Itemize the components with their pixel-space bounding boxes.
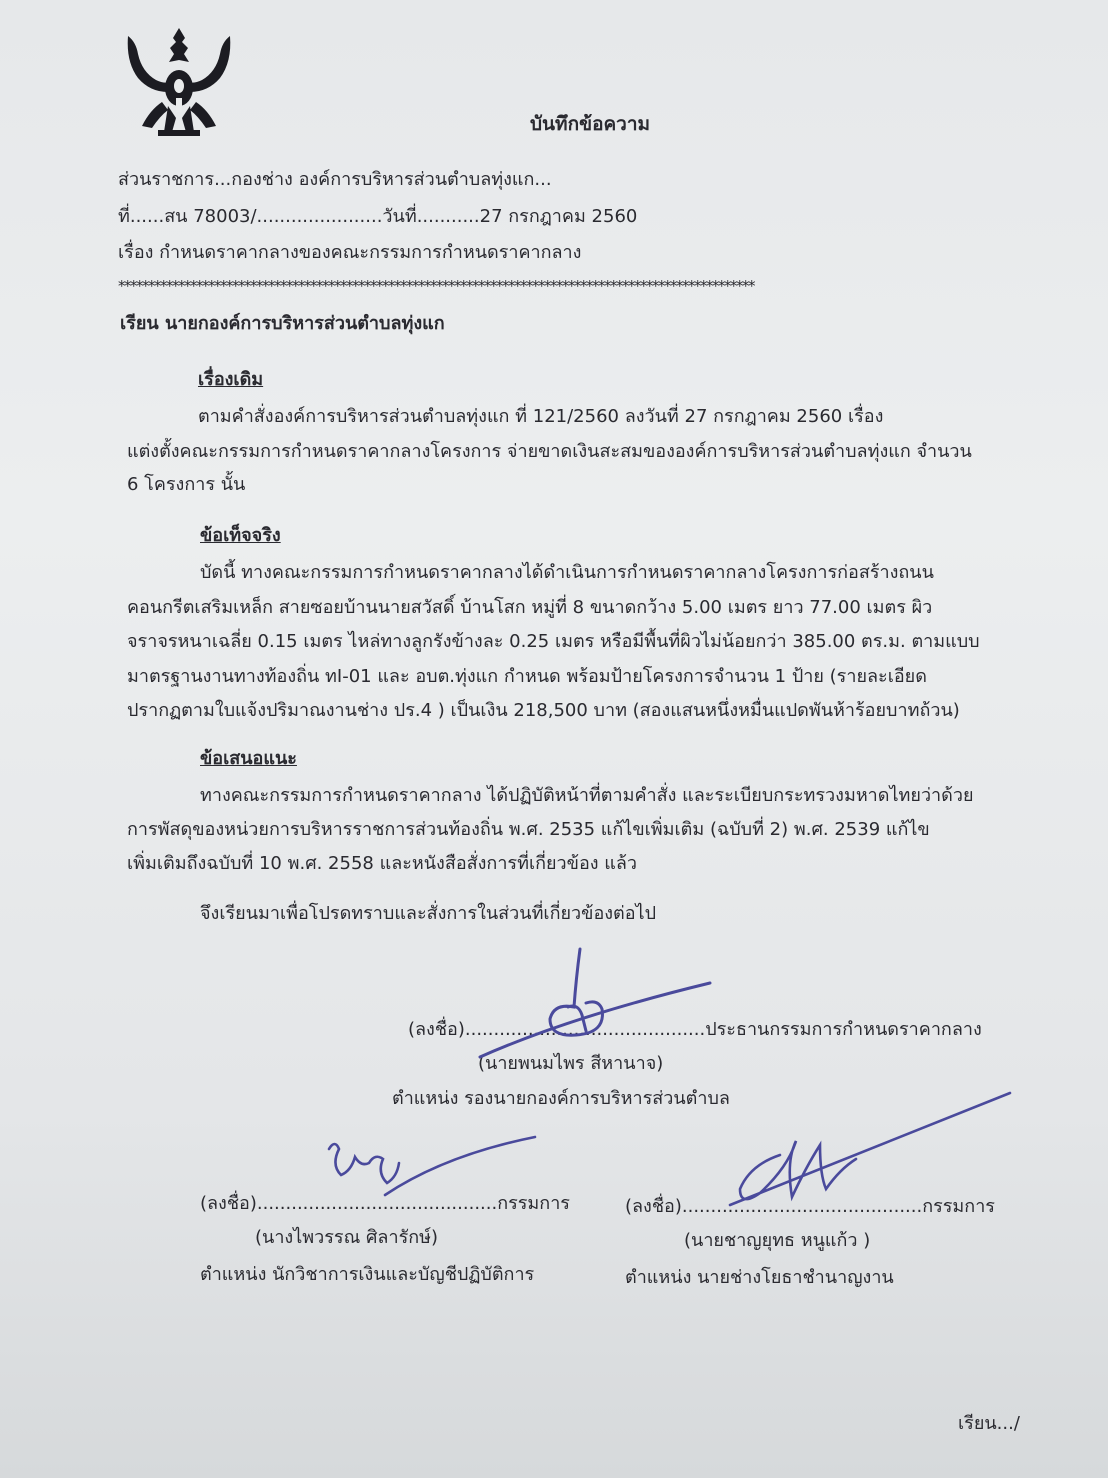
facts-line: มาตรฐานงานทางท้องถิ่น ทI-01 และ อบต.ทุ่งแก กำหนด พร้อมป้ายโครงการจำนวน 1 ป้าย (รายละเอียด	[127, 666, 927, 687]
reference-date-line: ที่......สน 78003/......................วันที่...........27 กรกฎาคม 2560	[118, 206, 638, 227]
chair-signature	[470, 945, 720, 1065]
background-line: แต่งตั้งคณะกรรมการกำหนดราคากลางโครงการ จ่ายขาดเงินสะสมขององค์การบริหารส่วนตำบลทุ่งแก จำนวน	[127, 441, 972, 462]
background-line: ตามคำสั่งองค์การบริหารส่วนตำบลทุ่งแก ที่ 121/2560 ลงวันที่ 27 กรกฎาคม 2560 เรื่อง	[198, 406, 884, 427]
background-line: 6 โครงการ นั้น	[127, 474, 246, 495]
member1-name: (นางไพวรรณ ศิลารักษ์)	[255, 1227, 439, 1248]
facts-line: จราจรหนาเฉลี่ย 0.15 เมตร ไหล่ทางลูกรังข้างละ 0.25 เมตร หรือมีพื้นที่ผิวไม่น้อยกว่า 385.00 ตร.ม. ตามแบบ	[127, 631, 980, 652]
facts-line: บัดนี้ ทางคณะกรรมการกำหนดราคากลางได้ดำเนินการกำหนดราคากลางโครงการก่อสร้างถนน	[200, 562, 934, 583]
agency-line: ส่วนราชการ...กองช่าง องค์การบริหารส่วนตำบลทุ่งแก...	[118, 169, 552, 190]
recommendation-line: การพัสดุของหน่วยการบริหารราชการส่วนท้องถิ่น พ.ศ. 2535 แก้ไขเพิ่มเติม (ฉบับที่ 2) พ.ศ. 2539 แก้ไข	[127, 819, 930, 840]
memo-title: บันทึกข้อความ	[530, 113, 651, 135]
member2-position: ตำแหน่ง นายช่างโยธาชำนาญงาน	[625, 1267, 894, 1288]
subject-line: เรื่อง กำหนดราคากลางของคณะกรรมการกำหนดราคากลาง	[118, 242, 582, 263]
facts-line: คอนกรีตเสริมเหล็ก สายซอยบ้านนายสวัสดิ์ บ้านโสก หมู่ที่ 8 ขนาดกว้าง 5.00 เมตร ยาว 77.00 เมตร ผิว	[127, 597, 933, 618]
recommendation-line: เพิ่มเติมถึงฉบับที่ 10 พ.ศ. 2558 และหนังสือสั่งการที่เกี่ยวข้อง แล้ว	[127, 853, 638, 874]
member1-position: ตำแหน่ง นักวิชาการเงินและบัญชีปฏิบัติการ	[200, 1264, 535, 1285]
closing-line: จึงเรียนมาเพื่อโปรดทราบและสั่งการในส่วนที่เกี่ยวข้องต่อไป	[200, 903, 657, 924]
recommendation-line: ทางคณะกรรมการกำหนดราคากลาง ได้ปฏิบัติหน้าที่ตามคำสั่ง และระเบียบกระทรวงมหาดไทยว่าด้วย	[200, 785, 974, 806]
member2-signature	[720, 1085, 1020, 1225]
member2-name: (นายชาญยุทธ หนูแก้ว )	[684, 1230, 871, 1251]
addressee-line: เรียน นายกองค์การบริหารส่วนตำบลทุ่งแก	[120, 313, 445, 334]
member2-sign-line: (ลงชื่อ)..........................................กรรมการ	[625, 1196, 995, 1217]
continuation-footer: เรียน.../	[958, 1413, 1020, 1434]
member1-sign-line: (ลงชื่อ)..........................................กรรมการ	[200, 1193, 570, 1214]
chair-name: (นายพนมไพร สีหานาจ)	[478, 1053, 664, 1074]
separator-line: **********************************************************************************************************	[118, 277, 754, 295]
garuda-emblem-icon	[118, 22, 240, 144]
background-heading: เรื่องเดิม	[198, 369, 264, 390]
facts-heading: ข้อเท็จจริง	[200, 525, 281, 546]
chair-position: ตำแหน่ง รองนายกองค์การบริหารส่วนตำบล	[392, 1088, 730, 1109]
chair-sign-line: (ลงชื่อ)..........................................ประธานกรรมการกำหนดราคากลาง	[408, 1019, 982, 1040]
member1-signature	[315, 1135, 545, 1205]
facts-line: ปรากฏตามใบแจ้งปริมาณงานช่าง ปร.4 ) เป็นเงิน 218,500 บาท (สองแสนหนึ่งหมื่นแปดพันห้าร้อยบาทถ้วน)	[127, 700, 960, 721]
recommendation-heading: ข้อเสนอแนะ	[200, 748, 297, 769]
